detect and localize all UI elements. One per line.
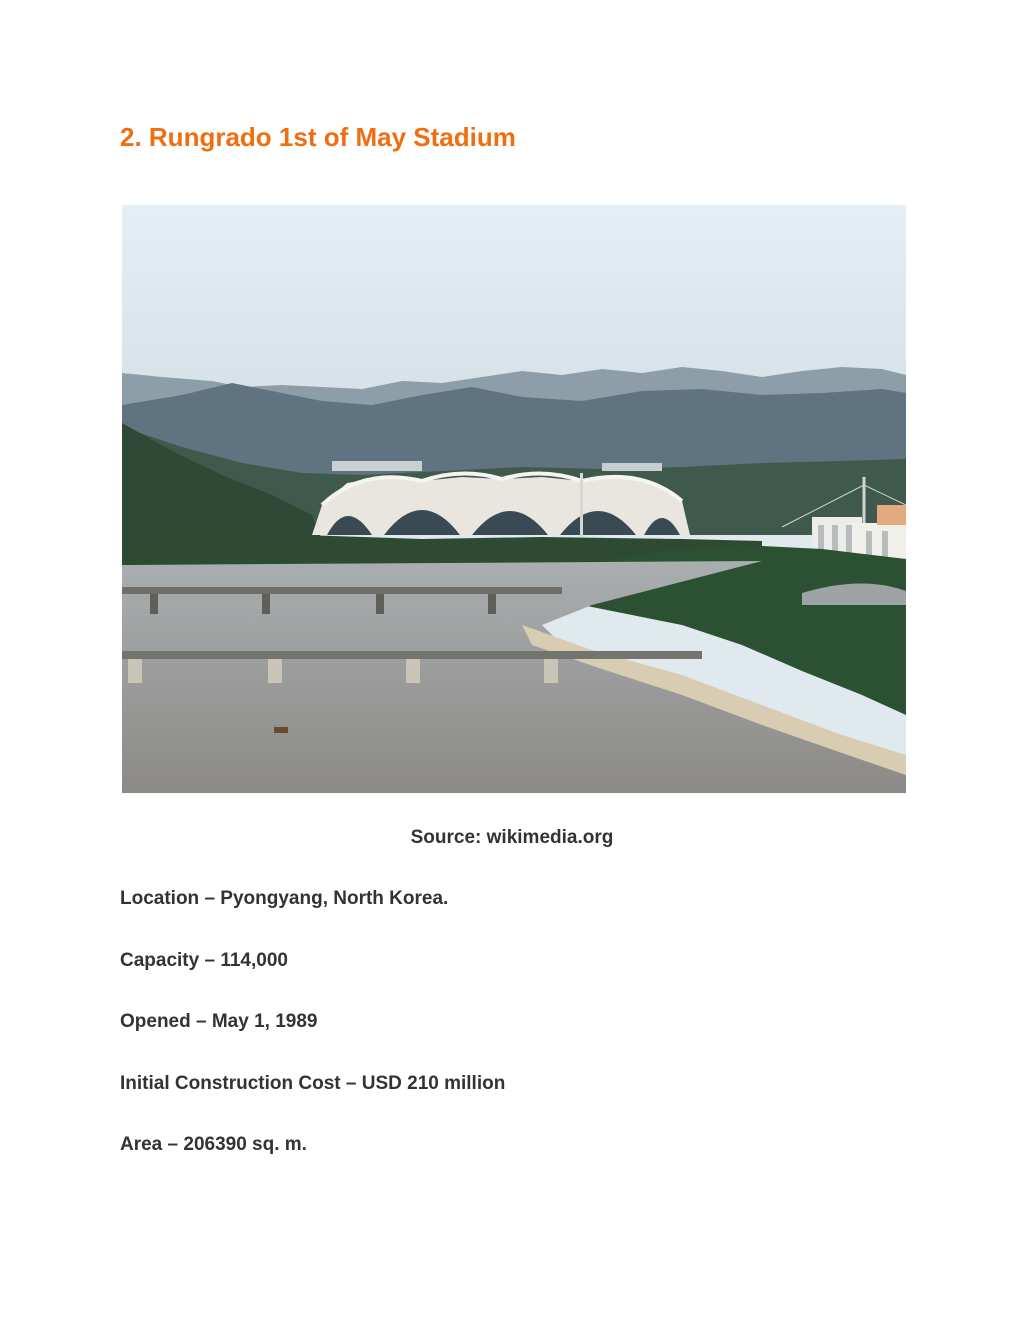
section-heading: 2. Rungrado 1st of May Stadium — [120, 122, 516, 152]
fact-construction-cost: Initial Construction Cost – USD 210 million — [120, 1073, 506, 1094]
stadium-photo — [122, 205, 906, 793]
fact-opened: Opened – May 1, 1989 — [120, 1011, 318, 1032]
fact-area: Area – 206390 sq. m. — [120, 1134, 307, 1155]
image-source-caption: Source: wikimedia.org — [410, 827, 614, 848]
fact-capacity: Capacity – 114,000 — [120, 950, 288, 971]
fact-location: Location – Pyongyang, North Korea. — [120, 888, 449, 909]
